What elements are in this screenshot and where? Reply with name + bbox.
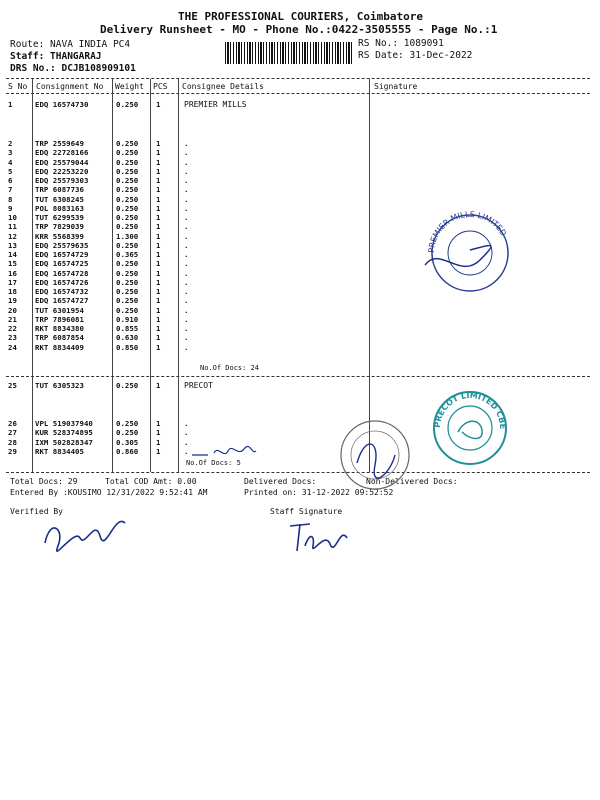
row-sno: 12 [8, 231, 17, 241]
table-row [0, 204, 370, 213]
row-pcs: 1 [156, 176, 161, 185]
row-consignee: . [184, 166, 189, 176]
table-row [0, 241, 370, 250]
precot-stamp [430, 388, 510, 468]
total-cod: Total COD Amt: 0.00 [105, 477, 197, 486]
row-consignee: . [184, 324, 189, 333]
handwritten-note [190, 443, 260, 463]
table-row [0, 259, 370, 268]
row-pcs: 1 [156, 277, 161, 287]
row-sno: 24 [8, 342, 17, 352]
row-consignment: EDQ 16574729 [35, 250, 89, 259]
row-pcs: 1 [156, 194, 161, 204]
row-consignment: RKT 8834409 [35, 342, 84, 352]
row-consignee: . [184, 333, 189, 343]
table-row [0, 167, 370, 176]
row-consignee: . [184, 194, 189, 204]
company-title: THE PROFESSIONAL COURIERS, Coimbatore [178, 10, 424, 23]
row-consignee: . [184, 446, 189, 456]
table-row [0, 287, 370, 296]
row-consignee: . [184, 213, 189, 222]
row-consignee: . [184, 231, 189, 241]
row-pcs: 1 [156, 305, 161, 315]
row-consignee: . [184, 240, 189, 250]
table-bottom-rule [6, 472, 590, 473]
row-consignee: . [184, 157, 189, 167]
row-pcs: 1 [156, 231, 161, 241]
printed-on: Printed on: 31-12-2022 09:52:52 [244, 488, 394, 497]
total-docs: Total Docs: 29 [10, 477, 78, 486]
row-weight: 0.250 [116, 259, 139, 269]
row-pcs: 1 [156, 437, 161, 447]
row-consignment: EDQ 16574725 [35, 259, 89, 269]
row-sno: 7 [8, 185, 13, 195]
row-consignment: EDQ 22253220 [35, 166, 89, 176]
row-pcs: 1 [156, 166, 161, 176]
premier-mills-stamp [420, 205, 520, 295]
row-consignee: . [184, 250, 189, 259]
row-consignment: POL 8083163 [35, 203, 84, 213]
table-row [0, 306, 370, 315]
row-sno: 16 [8, 268, 17, 278]
row-consignment: KUR 528374895 [35, 428, 93, 438]
verified-by-signature [40, 508, 130, 558]
row-weight: 0.250 [116, 287, 139, 296]
barcode [225, 42, 353, 64]
table-row [0, 213, 370, 222]
row-consignment: EDQ 16574728 [35, 268, 89, 278]
col-header-signature: Signature [374, 82, 418, 91]
precot-stamp-text: PRECOT LIMITED CBE [432, 390, 508, 430]
row-consignment: EDQ 25579635 [35, 240, 89, 250]
row-consignment: EDQ 22728166 [35, 148, 89, 158]
row-sno: 5 [8, 166, 13, 176]
staff-label: Staff: THANGARAJ [10, 51, 102, 62]
group-separator [6, 376, 590, 377]
row-pcs: 1 [156, 296, 161, 306]
row-consignment: TRP 6087736 [35, 185, 84, 195]
row-consignee: . [184, 268, 189, 278]
row-sno: 3 [8, 148, 13, 158]
table-row [0, 296, 370, 305]
row-weight: 0.250 [116, 305, 139, 315]
row-consignment: RKT 8834380 [35, 324, 84, 333]
row-consignment: EDQ 16574730 [35, 100, 89, 109]
table-header-rule [6, 93, 590, 94]
row-weight: 0.250 [116, 381, 139, 390]
row-pcs: 1 [156, 287, 161, 296]
row-pcs: 1 [156, 100, 161, 109]
row-weight: 0.250 [116, 100, 139, 109]
table-row [0, 139, 370, 148]
table-row [0, 447, 370, 456]
row-consignment: EDQ 16574732 [35, 287, 89, 296]
row-consignee: . [184, 203, 189, 213]
row-consignment: EDQ 25579303 [35, 176, 89, 185]
row-sno: 1 [8, 100, 13, 109]
row-weight: 0.250 [116, 194, 139, 204]
row-weight: 0.630 [116, 333, 139, 343]
row-pcs: 1 [156, 203, 161, 213]
row-sno: 9 [8, 203, 13, 213]
row-weight: 0.250 [116, 222, 139, 232]
table-row [0, 419, 370, 428]
route-label: Route: NAVA INDIA PC4 [10, 39, 131, 50]
row-sno: 13 [8, 240, 17, 250]
row-consignment: RKT 8834405 [35, 446, 84, 456]
row-weight: 0.250 [116, 296, 139, 306]
row-sno: 21 [8, 314, 17, 324]
rs-number: RS No.: 1089091 [358, 38, 444, 49]
no-of-docs: No.Of Docs: 24 [200, 364, 260, 372]
row-consignment: TUT 6305323 [35, 381, 84, 390]
table-row [0, 232, 370, 241]
row-pcs: 1 [156, 428, 161, 438]
row-weight: 0.250 [116, 176, 139, 185]
row-sno: 27 [8, 428, 17, 438]
row-pcs: 1 [156, 419, 161, 428]
row-sno: 14 [8, 250, 17, 259]
row-weight: 0.365 [116, 250, 139, 259]
row-consignee: . [184, 419, 189, 428]
col-header-pcs: PCS [153, 82, 168, 91]
row-weight: 0.855 [116, 324, 139, 333]
row-sno: 2 [8, 139, 13, 148]
row-sno: 10 [8, 213, 17, 222]
table-top-rule [6, 78, 590, 79]
row-consignment: IXM 502828347 [35, 437, 93, 447]
row-consignment: KRR 5568399 [35, 231, 84, 241]
row-weight: 0.250 [116, 166, 139, 176]
table-row [0, 278, 370, 287]
table-row [0, 333, 370, 342]
row-sno: 28 [8, 437, 17, 447]
row-pcs: 1 [156, 259, 161, 269]
row-consignment: TRP 2559649 [35, 139, 84, 148]
table-row [0, 269, 370, 278]
table-row [0, 185, 370, 194]
row-consignee: . [184, 342, 189, 352]
row-weight: 0.250 [116, 240, 139, 250]
table-row [0, 438, 370, 447]
row-weight: 0.250 [116, 157, 139, 167]
col-header-sno: S No [8, 82, 28, 91]
non-delivered-docs: Non-Delivered Docs: [366, 477, 458, 486]
row-weight: 0.250 [116, 268, 139, 278]
row-consignee: . [184, 277, 189, 287]
row-consignment: VPL 519037940 [35, 419, 93, 428]
row-weight: 0.250 [116, 148, 139, 158]
table-row [0, 148, 370, 157]
row-consignee: . [184, 176, 189, 185]
consignee-name: PREMIER MILLS [184, 100, 247, 109]
row-pcs: 1 [156, 222, 161, 232]
row-sno: 6 [8, 176, 13, 185]
delivered-docs: Delivered Docs: [244, 477, 317, 486]
row-pcs: 1 [156, 139, 161, 148]
row-pcs: 1 [156, 185, 161, 195]
svg-text:PRECOT LIMITED CBE [433, 391, 507, 430]
row-consignee: . [184, 259, 189, 269]
row-pcs: 1 [156, 342, 161, 352]
runsheet-subtitle: Delivery Runsheet - MO - Phone No.:0422-3505555 - Page No.:1 [100, 23, 498, 36]
row-consignment: TUT 6301954 [35, 305, 84, 315]
col-header-consignment: Consignment No [36, 82, 104, 91]
entered-by: Entered By :KOUSIMO 12/31/2022 9:52:41 AM [10, 488, 208, 497]
row-weight: 0.250 [116, 419, 139, 428]
row-pcs: 1 [156, 213, 161, 222]
row-pcs: 1 [156, 324, 161, 333]
staff-signature-label: Staff Signature [270, 507, 343, 516]
row-weight: 0.250 [116, 277, 139, 287]
no-of-docs: No.Of Docs: 5 [186, 459, 241, 467]
row-sno: 18 [8, 287, 17, 296]
table-row [0, 324, 370, 333]
row-pcs: 1 [156, 333, 161, 343]
row-consignee: . [184, 148, 189, 158]
table-row [0, 315, 370, 324]
row-consignment: TRP 7829039 [35, 222, 84, 232]
table-row [0, 222, 370, 231]
row-consignment: TRP 7896081 [35, 314, 84, 324]
table-row [0, 428, 370, 437]
table-row [0, 250, 370, 259]
row-sno: 25 [8, 381, 17, 390]
row-consignment: EDQ 16574727 [35, 296, 89, 306]
row-weight: 0.910 [116, 314, 139, 324]
row-sno: 11 [8, 222, 17, 232]
col-header-weight: Weight [115, 82, 144, 91]
row-sno: 19 [8, 296, 17, 306]
drs-number: DRS No.: DCJB108909101 [10, 63, 136, 74]
row-weight: 0.250 [116, 428, 139, 438]
row-pcs: 1 [156, 446, 161, 456]
row-consignee: . [184, 222, 189, 232]
premier-stamp-text: PREMIER MILLS LIMITED [426, 209, 509, 254]
row-sno: 17 [8, 277, 17, 287]
row-consignee: . [184, 287, 189, 296]
table-row [0, 176, 370, 185]
table-row [0, 158, 370, 167]
row-weight: 0.250 [116, 139, 139, 148]
row-pcs: 1 [156, 250, 161, 259]
row-weight: 0.250 [116, 213, 139, 222]
round-seal-stamp [335, 415, 415, 495]
row-weight: 0.250 [116, 203, 139, 213]
row-weight: 0.305 [116, 437, 139, 447]
col-header-consignee: Consignee Details [182, 82, 264, 91]
row-consignee: . [184, 437, 189, 447]
row-consignee: . [184, 305, 189, 315]
row-weight: 0.860 [116, 446, 139, 456]
table-row [0, 343, 370, 352]
row-sno: 15 [8, 259, 17, 269]
row-pcs: 1 [156, 240, 161, 250]
consignee-name: PRECOT [184, 381, 213, 390]
row-pcs: 1 [156, 314, 161, 324]
row-consignment: EDQ 25579044 [35, 157, 89, 167]
row-consignment: TRP 6087854 [35, 333, 84, 343]
row-weight: 1.300 [116, 231, 139, 241]
row-consignee: . [184, 139, 189, 148]
staff-signature [285, 516, 355, 556]
row-sno: 4 [8, 157, 13, 167]
row-consignee: . [184, 428, 189, 438]
verified-by-label: Verified By [10, 507, 63, 516]
row-consignment: TUT 6308245 [35, 194, 84, 204]
row-consignee: . [184, 296, 189, 306]
row-pcs: 1 [156, 268, 161, 278]
row-sno: 8 [8, 194, 13, 204]
rs-date: RS Date: 31-Dec-2022 [358, 50, 473, 61]
row-sno: 29 [8, 446, 17, 456]
row-consignee: . [184, 185, 189, 195]
row-consignment: TUT 6299539 [35, 213, 84, 222]
row-sno: 20 [8, 305, 17, 315]
row-weight: 0.250 [116, 185, 139, 195]
row-sno: 23 [8, 333, 17, 343]
row-pcs: 1 [156, 157, 161, 167]
table-row [0, 195, 370, 204]
row-consignee: . [184, 314, 189, 324]
row-pcs: 1 [156, 148, 161, 158]
row-consignment: EDQ 16574726 [35, 277, 89, 287]
row-sno: 26 [8, 419, 17, 428]
row-weight: 0.850 [116, 342, 139, 352]
row-sno: 22 [8, 324, 17, 333]
row-pcs: 1 [156, 381, 161, 390]
